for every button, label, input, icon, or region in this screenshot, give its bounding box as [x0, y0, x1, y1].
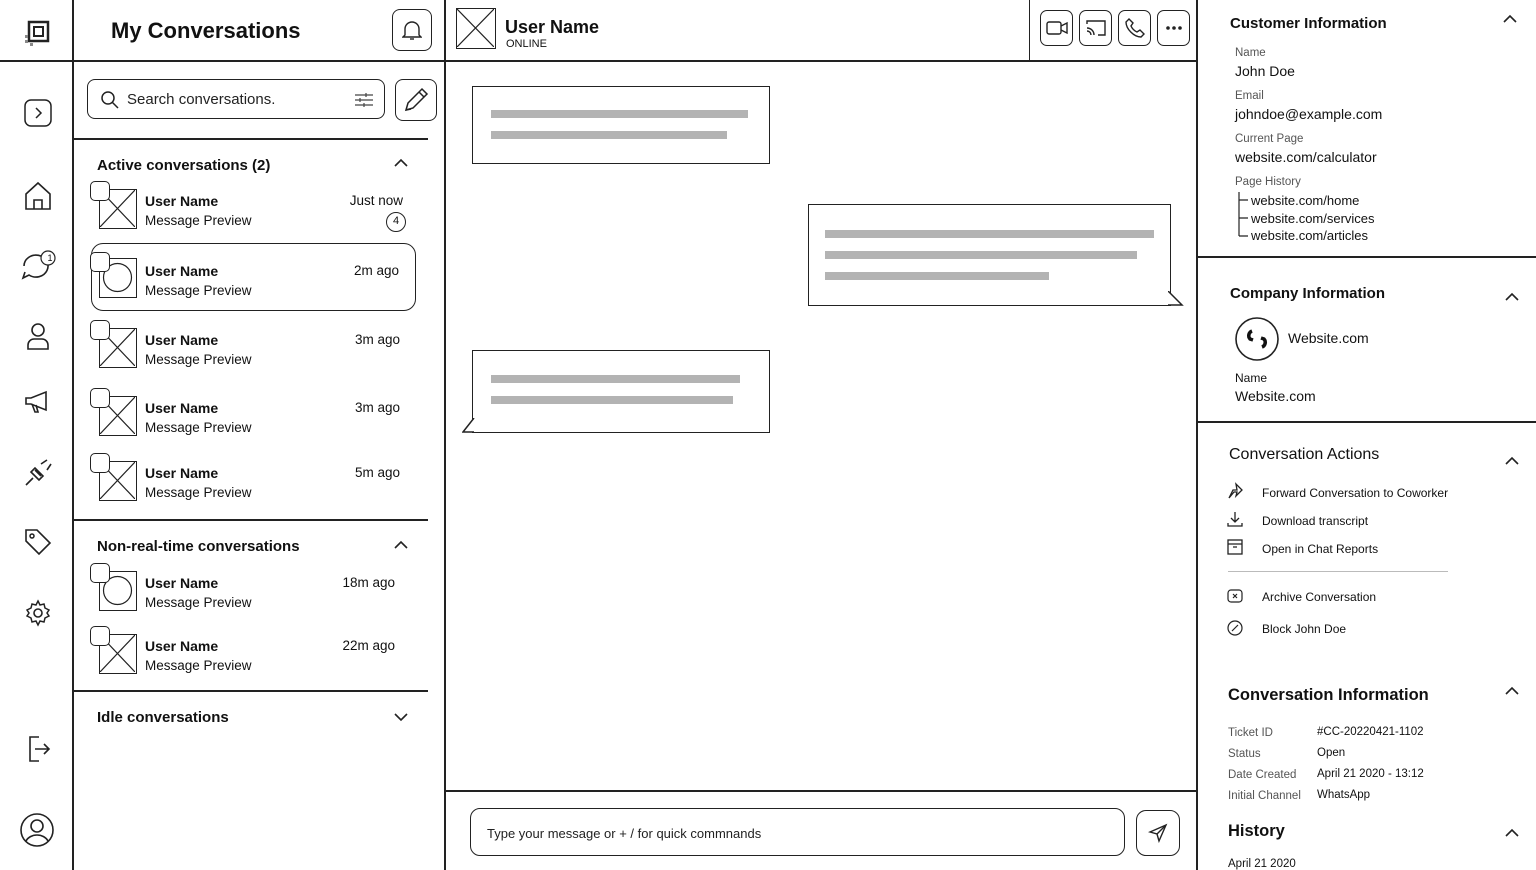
- message-line: [825, 251, 1137, 259]
- info-panel: [1198, 0, 1536, 870]
- logo-icon: [24, 20, 50, 46]
- video-icon: [1046, 20, 1068, 36]
- conversation-name: User Name: [145, 465, 219, 481]
- block-icon: [1226, 619, 1244, 637]
- conversation-name: User Name: [145, 332, 219, 348]
- customer-email-label: Email: [1235, 90, 1264, 102]
- chat-user-name: User Name: [505, 17, 600, 37]
- history-item[interactable]: website.com/services: [1251, 211, 1375, 226]
- select-checkbox[interactable]: [90, 563, 110, 583]
- bubble-tail: [462, 418, 476, 433]
- settings-nav[interactable]: [20, 595, 56, 631]
- conversation-name: User Name: [145, 400, 219, 416]
- message-line: [825, 230, 1154, 238]
- more-icon: [1165, 25, 1183, 31]
- nav-rail: [0, 0, 74, 870]
- message-bubble-incoming: [472, 350, 770, 433]
- chevron-up-icon[interactable]: [392, 156, 410, 170]
- conversation-preview: Message Preview: [145, 485, 252, 500]
- chat-header-actions: [1029, 0, 1198, 60]
- send-icon: [1148, 823, 1168, 843]
- expand-button[interactable]: [20, 95, 56, 131]
- cast-icon: [1085, 18, 1107, 38]
- divider: [1228, 571, 1448, 572]
- megaphone-icon: [23, 389, 53, 415]
- conversation-preview: Message Preview: [145, 658, 252, 673]
- conversation-name: User Name: [145, 638, 219, 654]
- archive-action[interactable]: Archive Conversation: [1262, 590, 1377, 604]
- chevron-up-icon[interactable]: [1501, 12, 1519, 26]
- conversation-time: 3m ago: [354, 400, 400, 415]
- integrations-nav[interactable]: [20, 455, 56, 491]
- company-site: Website.com: [1288, 330, 1369, 346]
- select-checkbox[interactable]: [90, 453, 110, 473]
- chat-nav[interactable]: [20, 250, 56, 286]
- search-input[interactable]: Search conversations.: [127, 91, 276, 108]
- tags-nav[interactable]: [20, 524, 56, 560]
- page-history-label: Page History: [1235, 176, 1301, 188]
- conversation-item[interactable]: [90, 626, 416, 686]
- channel-value: WhatsApp: [1317, 789, 1371, 801]
- list-header: [74, 0, 446, 62]
- history-item[interactable]: website.com/home: [1251, 193, 1360, 208]
- message-line: [491, 396, 733, 404]
- search-icon: [100, 90, 120, 110]
- conv-info-title: Conversation Information: [1228, 686, 1429, 704]
- idle-section-title: Idle conversations: [97, 709, 229, 726]
- download-icon: [1226, 510, 1244, 528]
- divider: [74, 138, 428, 140]
- bell-icon: [402, 19, 422, 41]
- campaigns-nav[interactable]: [20, 384, 56, 420]
- conversation-time: 22m ago: [342, 638, 395, 653]
- current-page-label: Current Page: [1235, 133, 1304, 145]
- status-label: Status: [1228, 748, 1261, 760]
- conversation-time: Just now: [349, 193, 403, 208]
- ticket-label: Ticket ID: [1228, 727, 1273, 739]
- actions-title: Conversation Actions: [1229, 446, 1380, 463]
- conversation-time: 3m ago: [354, 332, 400, 347]
- message-line: [491, 375, 740, 383]
- current-page: website.com/calculator: [1235, 149, 1377, 165]
- chevron-down-icon[interactable]: [392, 710, 410, 724]
- compose-button[interactable]: [395, 79, 437, 121]
- page-title: My Conversations: [111, 18, 301, 43]
- search-box[interactable]: [87, 79, 385, 119]
- more-options-button[interactable]: [1157, 10, 1190, 46]
- message-line: [491, 110, 748, 118]
- send-button[interactable]: [1136, 810, 1180, 856]
- message-bubble-incoming: [472, 86, 770, 164]
- pencil-icon: [401, 85, 431, 115]
- history-title: History: [1228, 822, 1285, 840]
- select-checkbox[interactable]: [90, 320, 110, 340]
- download-action[interactable]: Download transcript: [1262, 514, 1369, 528]
- conversation-item-selected[interactable]: [91, 243, 416, 311]
- divider: [1198, 421, 1536, 423]
- archive-icon: [1226, 587, 1244, 605]
- chat-avatar: [456, 8, 496, 49]
- conversation-name: User Name: [145, 193, 219, 209]
- contacts-nav[interactable]: [20, 318, 56, 354]
- company-name: Website.com: [1235, 388, 1316, 404]
- company-info-title: Company Information: [1230, 285, 1386, 302]
- profile-avatar[interactable]: [17, 810, 57, 850]
- conversation-item[interactable]: [90, 320, 416, 380]
- company-name-label: Name: [1235, 371, 1268, 385]
- conversation-preview: Message Preview: [145, 283, 252, 298]
- status-value: Open: [1317, 747, 1346, 759]
- created-value: April 21 2020 - 13:12: [1317, 768, 1424, 780]
- video-call-button[interactable]: [1040, 10, 1073, 46]
- conversation-list-panel: [74, 0, 446, 870]
- divider: [74, 519, 428, 521]
- conversation-name: User Name: [145, 263, 219, 279]
- nonrt-section-title: Non-real-time conversations: [97, 538, 300, 555]
- customer-info-title: Customer Information: [1230, 15, 1387, 32]
- select-checkbox[interactable]: [90, 252, 110, 272]
- forward-action[interactable]: Forward Conversation to Coworker: [1262, 486, 1449, 500]
- app-logo[interactable]: [0, 0, 74, 62]
- home-icon: [23, 180, 53, 212]
- company-logo-icon: [1234, 316, 1280, 362]
- chat-panel: [446, 0, 1198, 870]
- unread-badge: 4: [386, 212, 406, 232]
- active-section-title: Active conversations (2): [97, 157, 271, 174]
- block-action[interactable]: Block John Doe: [1262, 622, 1347, 636]
- conversation-name: User Name: [145, 575, 219, 591]
- notifications-button[interactable]: [392, 9, 432, 51]
- conversation-item[interactable]: [90, 453, 416, 513]
- voice-call-button[interactable]: [1118, 10, 1151, 46]
- customer-email: johndoe@example.com: [1235, 106, 1383, 122]
- customer-name: John Doe: [1235, 63, 1295, 79]
- conversation-preview: Message Preview: [145, 595, 252, 610]
- conversation-preview: Message Preview: [145, 213, 252, 228]
- open-reports-action[interactable]: Open in Chat Reports: [1262, 542, 1379, 556]
- divider: [1198, 256, 1536, 258]
- logout-icon: [25, 734, 51, 764]
- filter-icon[interactable]: [354, 92, 374, 108]
- gear-icon: [24, 599, 52, 627]
- ticket-id: #CC-20220421-1102: [1317, 726, 1424, 738]
- conversation-item[interactable]: [90, 388, 416, 448]
- avatar-icon: [19, 812, 55, 848]
- phone-icon: [1125, 18, 1145, 38]
- screen-share-button[interactable]: [1079, 10, 1112, 46]
- logout-nav[interactable]: [20, 731, 56, 767]
- history-date: April 21 2020: [1228, 858, 1296, 870]
- chevron-up-icon[interactable]: [1503, 826, 1521, 840]
- home-nav[interactable]: [20, 178, 56, 214]
- chat-user-status: ONLINE: [506, 38, 547, 50]
- message-bubble-outgoing: [808, 204, 1171, 306]
- chevron-up-icon[interactable]: [392, 538, 410, 552]
- tag-icon: [23, 527, 53, 557]
- select-checkbox[interactable]: [90, 388, 110, 408]
- conversation-item[interactable]: [90, 563, 416, 623]
- conversation-preview: Message Preview: [145, 420, 252, 435]
- user-icon: [25, 321, 51, 351]
- channel-label: Initial Channel: [1228, 790, 1301, 802]
- conversation-time: 18m ago: [342, 575, 395, 590]
- conversation-item[interactable]: [90, 181, 416, 241]
- message-input[interactable]: Type your message or + / for quick commnands: [470, 808, 1125, 856]
- chat-header: [446, 0, 1198, 62]
- customer-name-label: Name: [1235, 47, 1266, 59]
- message-line: [825, 272, 1049, 280]
- tree-lines: [1238, 192, 1250, 240]
- select-checkbox[interactable]: [90, 181, 110, 201]
- conversation-preview: Message Preview: [145, 352, 252, 367]
- chevron-right-icon: [23, 98, 53, 128]
- chevron-up-icon[interactable]: [1503, 290, 1521, 304]
- divider: [74, 690, 428, 692]
- archive-box-icon: [1226, 538, 1244, 556]
- bubble-tail: [1168, 291, 1184, 307]
- chevron-up-icon[interactable]: [1503, 684, 1521, 698]
- chat-badge: 1: [47, 253, 53, 263]
- plug-icon: [23, 458, 53, 488]
- created-label: Date Created: [1228, 769, 1297, 781]
- forward-icon: [1226, 482, 1244, 500]
- conversation-time: 5m ago: [354, 465, 400, 480]
- select-checkbox[interactable]: [90, 626, 110, 646]
- chevron-up-icon[interactable]: [1503, 454, 1521, 468]
- message-line: [491, 131, 727, 139]
- history-item[interactable]: website.com/articles: [1251, 228, 1369, 243]
- conversation-time: 2m ago: [353, 263, 399, 278]
